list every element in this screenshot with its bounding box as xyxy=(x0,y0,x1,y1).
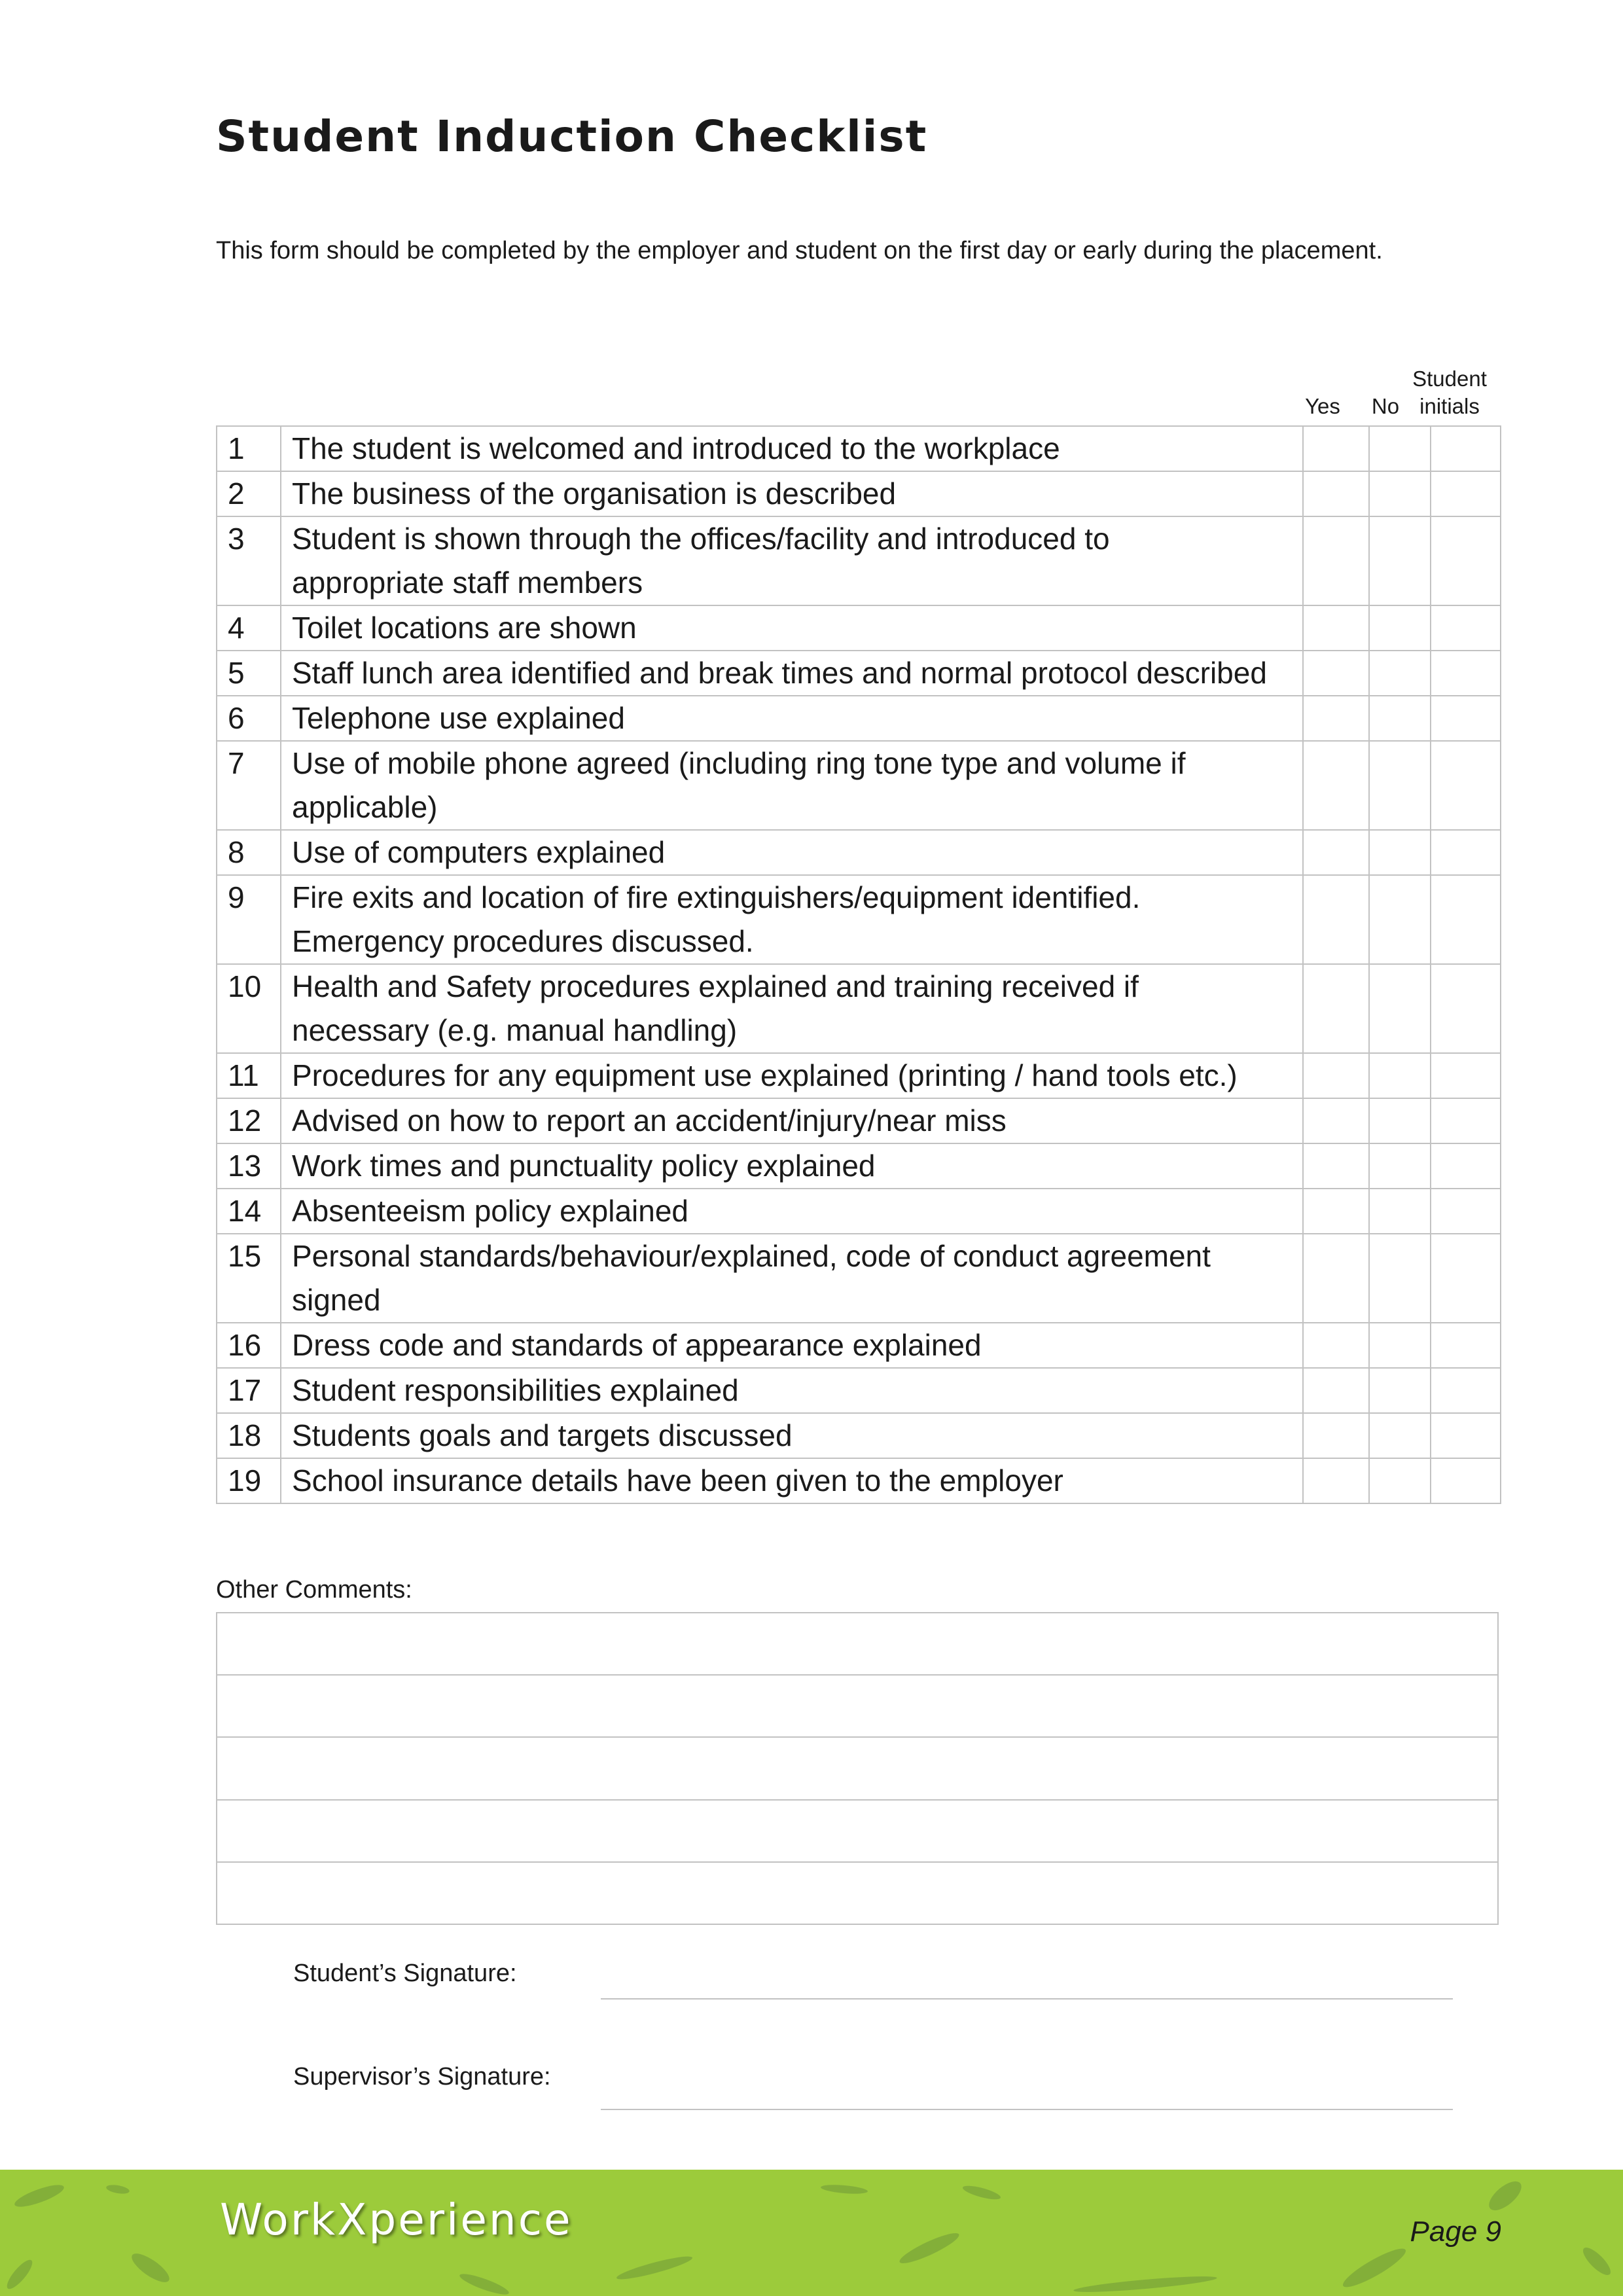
yes-checkbox-cell[interactable] xyxy=(1303,696,1369,741)
comment-line[interactable] xyxy=(217,1613,1497,1676)
checklist-row xyxy=(217,516,1501,605)
row-description-line: Fire exits and location of fire extinguishers/equipment identified. xyxy=(292,880,1141,914)
yes-checkbox-cell[interactable] xyxy=(1303,1053,1369,1098)
student-initials-cell[interactable] xyxy=(1431,516,1501,605)
row-description xyxy=(281,426,1303,471)
row-number: 8 xyxy=(217,830,281,875)
student-initials-cell[interactable] xyxy=(1431,696,1501,741)
row-description xyxy=(281,1413,1303,1458)
checklist-row xyxy=(217,1323,1501,1368)
student-initials-cell[interactable] xyxy=(1431,964,1501,1053)
intro-text: This form should be completed by the employer and student on the first day or early during the placement. xyxy=(216,237,1383,264)
row-number: 7 xyxy=(217,741,281,830)
yes-checkbox-cell[interactable] xyxy=(1303,1458,1369,1503)
yes-checkbox-cell[interactable] xyxy=(1303,426,1369,471)
page-number: Page 9 xyxy=(1410,2215,1501,2248)
row-description-line: The business of the organisation is described xyxy=(292,476,897,511)
checklist-row xyxy=(217,1098,1501,1143)
row-description xyxy=(281,1098,1303,1143)
no-checkbox-cell[interactable] xyxy=(1369,1234,1431,1323)
yes-checkbox-cell[interactable] xyxy=(1303,1413,1369,1458)
no-checkbox-cell[interactable] xyxy=(1369,1413,1431,1458)
student-initials-cell[interactable] xyxy=(1431,1143,1501,1189)
row-number: 12 xyxy=(217,1098,281,1143)
row-description xyxy=(281,696,1303,741)
checklist-row xyxy=(217,471,1501,516)
row-number: 18 xyxy=(217,1413,281,1458)
no-checkbox-cell[interactable] xyxy=(1369,875,1431,964)
yes-checkbox-cell[interactable] xyxy=(1303,1143,1369,1189)
row-description-line: Emergency procedures discussed. xyxy=(292,924,754,958)
row-number: 19 xyxy=(217,1458,281,1503)
comment-line[interactable] xyxy=(217,1801,1497,1863)
yes-checkbox-cell[interactable] xyxy=(1303,830,1369,875)
no-checkbox-cell[interactable] xyxy=(1369,471,1431,516)
yes-checkbox-cell[interactable] xyxy=(1303,1323,1369,1368)
row-number: 10 xyxy=(217,964,281,1053)
yes-checkbox-cell[interactable] xyxy=(1303,516,1369,605)
row-description xyxy=(281,741,1303,830)
checklist-table xyxy=(216,425,1501,1504)
workxperience-logo: WorkXperience xyxy=(220,2195,573,2245)
student-initials-cell[interactable] xyxy=(1431,1368,1501,1413)
yes-checkbox-cell[interactable] xyxy=(1303,875,1369,964)
row-description-line: Telephone use explained xyxy=(292,701,625,735)
no-checkbox-cell[interactable] xyxy=(1369,1368,1431,1413)
yes-column-header: Yes xyxy=(1305,394,1340,418)
row-description xyxy=(281,516,1303,605)
student-signature-label: Student’s Signature: xyxy=(293,1960,517,1987)
checklist-row xyxy=(217,426,1501,471)
page-title: Student Induction Checklist xyxy=(216,111,928,162)
row-description xyxy=(281,471,1303,516)
checklist-row xyxy=(217,696,1501,741)
row-description-line: Health and Safety procedures explained and training received if xyxy=(292,969,1139,1003)
row-description xyxy=(281,1189,1303,1234)
row-number: 15 xyxy=(217,1234,281,1323)
checklist-body xyxy=(217,426,1501,1503)
checklist-row xyxy=(217,1189,1501,1234)
checklist-row xyxy=(217,651,1501,696)
no-checkbox-cell[interactable] xyxy=(1369,1458,1431,1503)
yes-checkbox-cell[interactable] xyxy=(1303,1234,1369,1323)
row-description-line: appropriate staff members xyxy=(292,565,643,600)
row-description xyxy=(281,1234,1303,1323)
yes-checkbox-cell[interactable] xyxy=(1303,471,1369,516)
row-description-line: Dress code and standards of appearance explained xyxy=(292,1328,982,1362)
student-initials-cell[interactable] xyxy=(1431,471,1501,516)
row-description xyxy=(281,875,1303,964)
no-checkbox-cell[interactable] xyxy=(1369,696,1431,741)
no-checkbox-cell[interactable] xyxy=(1369,1323,1431,1368)
row-number: 4 xyxy=(217,605,281,651)
row-description-line: applicable) xyxy=(292,790,438,824)
yes-checkbox-cell[interactable] xyxy=(1303,605,1369,651)
student-initials-cell[interactable] xyxy=(1431,1234,1501,1323)
checklist-row xyxy=(217,1053,1501,1098)
no-checkbox-cell[interactable] xyxy=(1369,741,1431,830)
no-checkbox-cell[interactable] xyxy=(1369,830,1431,875)
supervisor-signature-label: Supervisor’s Signature: xyxy=(293,2063,551,2090)
checklist-row xyxy=(217,830,1501,875)
row-description-line: Staff lunch area identified and break times and normal protocol described xyxy=(292,656,1267,690)
initials-header-line2: initials xyxy=(1419,394,1480,418)
checklist-row xyxy=(217,875,1501,964)
student-initials-cell[interactable] xyxy=(1431,1189,1501,1234)
initials-header-line1: Student xyxy=(1412,367,1487,391)
supervisor-signature-line[interactable] xyxy=(601,2109,1453,2110)
row-number: 6 xyxy=(217,696,281,741)
row-description-line: Personal standards/behaviour/explained, code of conduct agreement xyxy=(292,1239,1211,1273)
yes-checkbox-cell[interactable] xyxy=(1303,651,1369,696)
student-initials-cell[interactable] xyxy=(1431,1053,1501,1098)
row-description xyxy=(281,1053,1303,1098)
student-initials-cell[interactable] xyxy=(1431,426,1501,471)
other-comments-box[interactable] xyxy=(216,1612,1499,1925)
row-number: 1 xyxy=(217,426,281,471)
row-description-line: Student is shown through the offices/facility and introduced to xyxy=(292,522,1110,556)
checklist-row xyxy=(217,1368,1501,1413)
no-checkbox-cell[interactable] xyxy=(1369,1143,1431,1189)
other-comments-label: Other Comments: xyxy=(216,1576,412,1604)
row-description-line: Student responsibilities explained xyxy=(292,1373,739,1407)
student-initials-cell[interactable] xyxy=(1431,605,1501,651)
student-initials-cell[interactable] xyxy=(1431,1458,1501,1503)
student-initials-cell[interactable] xyxy=(1431,1323,1501,1368)
no-checkbox-cell[interactable] xyxy=(1369,651,1431,696)
comment-line[interactable] xyxy=(217,1863,1497,1925)
comment-line[interactable] xyxy=(217,1676,1497,1738)
row-description-line: School insurance details have been given to the employer xyxy=(292,1463,1063,1498)
no-checkbox-cell[interactable] xyxy=(1369,605,1431,651)
row-number: 13 xyxy=(217,1143,281,1189)
row-number: 16 xyxy=(217,1323,281,1368)
no-checkbox-cell[interactable] xyxy=(1369,1189,1431,1234)
yes-checkbox-cell[interactable] xyxy=(1303,1189,1369,1234)
row-description-line: Work times and punctuality policy explained xyxy=(292,1149,876,1183)
no-checkbox-cell[interactable] xyxy=(1369,1053,1431,1098)
row-description-line: necessary (e.g. manual handling) xyxy=(292,1013,738,1047)
row-number: 3 xyxy=(217,516,281,605)
row-description xyxy=(281,1323,1303,1368)
no-checkbox-cell[interactable] xyxy=(1369,426,1431,471)
no-column-header: No xyxy=(1371,394,1400,418)
row-description-line: Use of computers explained xyxy=(292,835,666,869)
row-description-line: Procedures for any equipment use explained (printing / hand tools etc.) xyxy=(292,1058,1238,1092)
row-description xyxy=(281,1458,1303,1503)
student-initials-cell[interactable] xyxy=(1431,651,1501,696)
row-description-line: Students goals and targets discussed xyxy=(292,1418,793,1452)
row-description-line: Advised on how to report an accident/injury/near miss xyxy=(292,1103,1007,1138)
row-number: 17 xyxy=(217,1368,281,1413)
row-description-line: The student is welcomed and introduced to the workplace xyxy=(292,431,1060,465)
row-description-line: Toilet locations are shown xyxy=(292,611,637,645)
yes-checkbox-cell[interactable] xyxy=(1303,1368,1369,1413)
row-number: 9 xyxy=(217,875,281,964)
checklist-row xyxy=(217,1413,1501,1458)
row-number: 14 xyxy=(217,1189,281,1234)
row-number: 11 xyxy=(217,1053,281,1098)
row-description xyxy=(281,1368,1303,1413)
row-description xyxy=(281,1143,1303,1189)
row-number: 5 xyxy=(217,651,281,696)
yes-checkbox-cell[interactable] xyxy=(1303,1098,1369,1143)
student-initials-cell[interactable] xyxy=(1431,830,1501,875)
checklist-row xyxy=(217,1458,1501,1503)
checklist-row xyxy=(217,605,1501,651)
student-initials-cell[interactable] xyxy=(1431,1098,1501,1143)
row-description xyxy=(281,964,1303,1053)
checklist-row xyxy=(217,964,1501,1053)
student-initials-cell[interactable] xyxy=(1431,1413,1501,1458)
row-description xyxy=(281,651,1303,696)
row-description xyxy=(281,605,1303,651)
student-signature-line[interactable] xyxy=(601,1998,1453,2000)
row-description-line: Absenteeism policy explained xyxy=(292,1194,689,1228)
checklist-row xyxy=(217,741,1501,830)
yes-checkbox-cell[interactable] xyxy=(1303,964,1369,1053)
yes-checkbox-cell[interactable] xyxy=(1303,741,1369,830)
row-description xyxy=(281,830,1303,875)
footer-banner xyxy=(0,2170,1623,2296)
checklist-row xyxy=(217,1234,1501,1323)
student-initials-cell[interactable] xyxy=(1431,741,1501,830)
initials-column-header xyxy=(1400,365,1499,420)
no-checkbox-cell[interactable] xyxy=(1369,964,1431,1053)
row-number: 2 xyxy=(217,471,281,516)
row-description-line: Use of mobile phone agreed (including ring tone type and volume if xyxy=(292,746,1186,780)
no-checkbox-cell[interactable] xyxy=(1369,516,1431,605)
comment-line[interactable] xyxy=(217,1738,1497,1800)
student-initials-cell[interactable] xyxy=(1431,875,1501,964)
no-checkbox-cell[interactable] xyxy=(1369,1098,1431,1143)
row-description-line: signed xyxy=(292,1283,381,1317)
checklist-row xyxy=(217,1143,1501,1189)
